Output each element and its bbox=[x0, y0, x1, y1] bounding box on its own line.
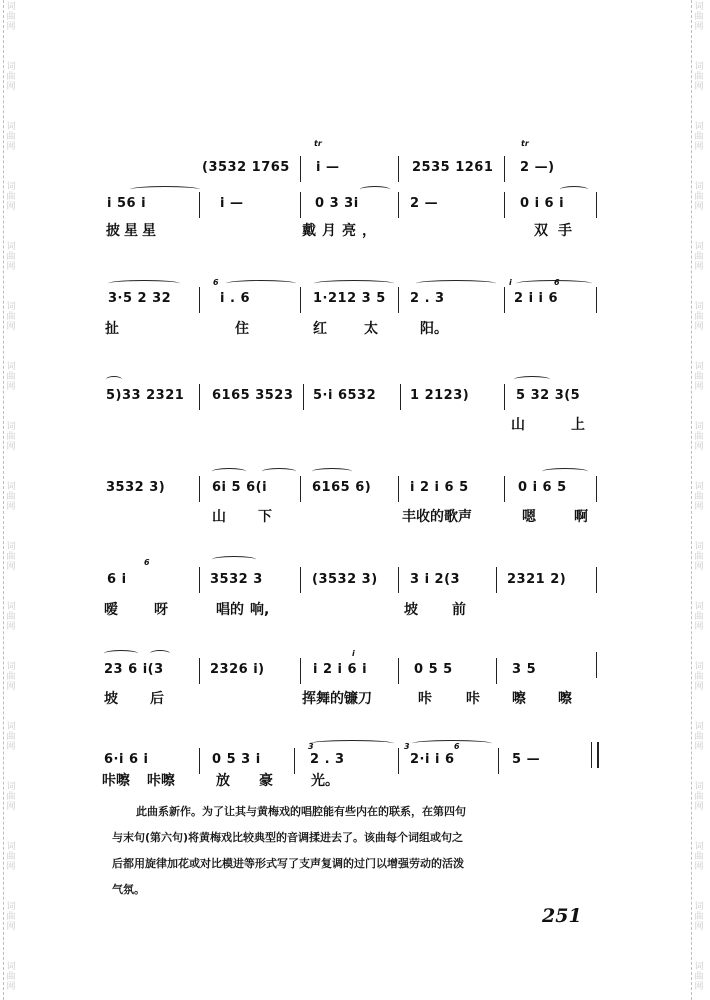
notation-group: 3·5 2 32 bbox=[108, 291, 172, 306]
notation-group: (3532 1765 bbox=[202, 160, 290, 175]
lyric: 嗳 bbox=[104, 602, 118, 618]
watermark: 词 曲 网 bbox=[694, 602, 704, 632]
barline bbox=[300, 476, 301, 502]
barline bbox=[596, 652, 597, 678]
notation-group: 0 5 3 i bbox=[212, 752, 261, 767]
watermark: 词 曲 网 bbox=[694, 62, 704, 92]
notation-group: 6i 5 6(i bbox=[212, 480, 268, 495]
lyric: 坡 bbox=[404, 602, 418, 618]
notation-group: 0 5 5 bbox=[414, 662, 453, 677]
lyric: 披星星 bbox=[106, 223, 160, 239]
barline bbox=[300, 192, 301, 218]
slur bbox=[150, 650, 170, 657]
lyric: 上 bbox=[571, 417, 585, 433]
barline bbox=[199, 287, 200, 313]
barline bbox=[199, 748, 200, 774]
watermark: 词 曲 网 bbox=[6, 122, 16, 152]
barline bbox=[504, 476, 505, 502]
barline bbox=[300, 658, 301, 684]
watermark: 词 曲 网 bbox=[694, 2, 704, 32]
slur bbox=[310, 740, 394, 747]
notation-group: 0 i 6 i bbox=[520, 196, 565, 211]
barline bbox=[300, 156, 301, 182]
lyric: 嚓 bbox=[512, 691, 526, 707]
notation-group: 3 5 bbox=[512, 662, 537, 677]
lyric: 放 bbox=[216, 773, 230, 789]
watermark: 词 曲 网 bbox=[694, 122, 704, 152]
notation-group: 5)33 2321 bbox=[106, 388, 185, 403]
grace-note: 3 bbox=[308, 742, 314, 751]
barline bbox=[596, 476, 597, 502]
slur bbox=[106, 376, 122, 383]
note-line: 气氛。 bbox=[112, 883, 145, 896]
watermark: 词 曲 网 bbox=[6, 302, 16, 332]
lyric: 住 bbox=[235, 321, 249, 337]
barline bbox=[199, 658, 200, 684]
lyric: 唱的 bbox=[216, 602, 244, 618]
lyric: 山 bbox=[212, 509, 226, 525]
watermark: 词 曲 网 bbox=[6, 782, 16, 812]
notation-group: i — bbox=[220, 196, 244, 211]
watermark: 词 曲 网 bbox=[6, 242, 16, 272]
barline bbox=[496, 658, 497, 684]
lyric: 咔 bbox=[466, 691, 480, 707]
page-number: 251 bbox=[542, 905, 582, 927]
notation-group: i 56 i bbox=[107, 196, 147, 211]
lyric: 扯 bbox=[105, 321, 119, 337]
lyric: 挥舞的镰刀 bbox=[302, 691, 372, 707]
notation-group: 2 — bbox=[410, 196, 439, 211]
notation-group: 0 3 3i bbox=[315, 196, 359, 211]
watermark: 词 曲 网 bbox=[6, 722, 16, 752]
trill-mark: tr bbox=[314, 139, 322, 148]
lyric: 咔嚓 bbox=[147, 773, 175, 789]
grace-note: 6 bbox=[144, 558, 150, 567]
barline bbox=[496, 567, 497, 593]
barline bbox=[498, 748, 499, 774]
slur bbox=[412, 740, 492, 747]
watermark: 词 曲 网 bbox=[694, 542, 704, 572]
notation-group: 3532 3) bbox=[106, 480, 166, 495]
slur bbox=[514, 376, 550, 383]
barline bbox=[596, 287, 597, 313]
grace-note: 6 bbox=[213, 278, 219, 287]
lyric: 嗯 bbox=[522, 509, 536, 525]
notation-group: i 2 i 6 5 bbox=[410, 480, 469, 495]
watermark: 词 曲 网 bbox=[6, 662, 16, 692]
slur bbox=[130, 186, 200, 193]
barline bbox=[300, 567, 301, 593]
notation-group: 6165 3523 bbox=[212, 388, 294, 403]
final-barline bbox=[591, 742, 599, 768]
notation-group: 2·i i 6 bbox=[410, 752, 455, 767]
lyric: 嚓 bbox=[558, 691, 572, 707]
lyric: 阳。 bbox=[420, 321, 448, 337]
watermark: 词 曲 网 bbox=[694, 242, 704, 272]
notation-group: 1 2123) bbox=[410, 388, 470, 403]
notation-group: (3532 3) bbox=[312, 572, 378, 587]
barline bbox=[300, 287, 301, 313]
barline bbox=[398, 476, 399, 502]
watermark: 词 曲 网 bbox=[694, 902, 704, 932]
notation-group: 3532 3 bbox=[210, 572, 263, 587]
barline bbox=[398, 192, 399, 218]
slur bbox=[314, 280, 394, 287]
slur bbox=[542, 468, 588, 475]
trill-mark: tr bbox=[521, 139, 529, 148]
watermark: 词 曲 网 bbox=[694, 962, 704, 992]
notation-group: 5 — bbox=[512, 752, 541, 767]
watermark: 词 曲 网 bbox=[694, 422, 704, 452]
barline bbox=[504, 287, 505, 313]
lyric: 豪 bbox=[259, 773, 273, 789]
grace-note: 6 bbox=[554, 278, 560, 287]
watermark: 词 曲 网 bbox=[6, 902, 16, 932]
barline bbox=[199, 192, 200, 218]
watermark: 词 曲 网 bbox=[6, 62, 16, 92]
notation-group: 5·i 6532 bbox=[313, 388, 377, 403]
notation-group: 2326 i) bbox=[210, 662, 265, 677]
notation-group: 1·212 3 5 bbox=[313, 291, 386, 306]
barline bbox=[504, 192, 505, 218]
barline bbox=[303, 384, 304, 410]
lyric: 坡 bbox=[104, 691, 118, 707]
watermark: 词 曲 网 bbox=[6, 602, 16, 632]
lyric: 双手 bbox=[534, 223, 582, 239]
notation-group: 3 i 2(3 bbox=[410, 572, 461, 587]
barline bbox=[398, 748, 399, 774]
watermark: 词 曲 网 bbox=[694, 362, 704, 392]
notation-group: 6165 6) bbox=[312, 480, 372, 495]
watermark: 词 曲 网 bbox=[6, 482, 16, 512]
notation-group: 23 6 i(3 bbox=[104, 662, 164, 677]
lyric: 红 bbox=[313, 321, 327, 337]
watermark: 词 曲 网 bbox=[694, 662, 704, 692]
barline bbox=[398, 156, 399, 182]
notation-group: i . 6 bbox=[220, 291, 250, 306]
watermark: 词 曲 网 bbox=[694, 182, 704, 212]
slur bbox=[212, 468, 246, 475]
notation-group: 2 . 3 bbox=[310, 752, 345, 767]
lyric: 丰收的歌声 bbox=[402, 509, 472, 525]
barline bbox=[199, 567, 200, 593]
barline bbox=[596, 192, 597, 218]
watermark: 词 曲 网 bbox=[6, 422, 16, 452]
grace-note: i bbox=[352, 649, 355, 658]
watermark: 词 曲 网 bbox=[694, 302, 704, 332]
lyric: 咔 bbox=[418, 691, 432, 707]
notation-group: 2535 1261 bbox=[412, 160, 494, 175]
watermark: 词 曲 网 bbox=[6, 542, 16, 572]
barline bbox=[504, 156, 505, 182]
notation-group: 6 i bbox=[107, 572, 127, 587]
watermark: 词 曲 网 bbox=[6, 962, 16, 992]
watermark: 词 曲 网 bbox=[6, 362, 16, 392]
grace-note: 6 bbox=[454, 742, 460, 751]
notation-group: 6·i 6 i bbox=[104, 752, 149, 767]
notation-group: i — bbox=[316, 160, 340, 175]
notation-group: 2 . 3 bbox=[410, 291, 445, 306]
notation-group: 2 i i 6 bbox=[514, 291, 559, 306]
barline bbox=[398, 287, 399, 313]
barline bbox=[199, 384, 200, 410]
slur bbox=[360, 186, 390, 193]
slur bbox=[560, 186, 588, 193]
lyric: 山 bbox=[511, 417, 525, 433]
notation-group: i 2 i 6 i bbox=[313, 662, 368, 677]
slur bbox=[108, 280, 180, 287]
barline bbox=[199, 476, 200, 502]
lyric: 戴月亮， bbox=[302, 223, 382, 239]
barline bbox=[398, 658, 399, 684]
slur bbox=[262, 468, 296, 475]
notation-group: 5 32 3(5 bbox=[516, 388, 581, 403]
lyric: 前 bbox=[452, 602, 466, 618]
grace-note: 3 bbox=[404, 742, 410, 751]
watermark: 词 曲 网 bbox=[6, 842, 16, 872]
slur bbox=[104, 650, 138, 657]
watermark: 词 曲 网 bbox=[6, 2, 16, 32]
lyric: 响, bbox=[250, 602, 270, 618]
barline bbox=[596, 567, 597, 593]
note-line: 此曲系新作。为了让其与黄梅戏的唱腔能有些内在的联系，在第四句 bbox=[136, 805, 466, 818]
watermark: 词 曲 网 bbox=[694, 842, 704, 872]
watermark: 词 曲 网 bbox=[694, 782, 704, 812]
note-line: 与末句(第六句)将黄梅戏比较典型的音调揉进去了。该曲每个词组或句之 bbox=[112, 831, 464, 844]
lyric: 下 bbox=[258, 509, 272, 525]
watermark: 词 曲 网 bbox=[6, 182, 16, 212]
grace-note: i bbox=[509, 278, 512, 287]
slur bbox=[312, 468, 352, 475]
lyric: 光。 bbox=[311, 773, 339, 789]
lyric: 啊 bbox=[574, 509, 588, 525]
barline bbox=[294, 748, 295, 774]
slur bbox=[226, 280, 296, 287]
barline bbox=[504, 384, 505, 410]
watermark: 词 曲 网 bbox=[694, 722, 704, 752]
notation-group: 2 —) bbox=[520, 160, 555, 175]
lyric: 呀 bbox=[154, 602, 168, 618]
barline bbox=[400, 384, 401, 410]
slur bbox=[212, 556, 256, 563]
note-line: 后都用旋律加花或对比模进等形式写了支声复调的过门以增强劳动的活泼 bbox=[112, 857, 464, 870]
lyric: 太 bbox=[364, 321, 378, 337]
lyric: 咔嚓 bbox=[102, 773, 130, 789]
notation-group: 2321 2) bbox=[507, 572, 567, 587]
slur bbox=[416, 280, 496, 287]
barline bbox=[398, 567, 399, 593]
notation-group: 0 i 6 5 bbox=[518, 480, 567, 495]
watermark: 词 曲 网 bbox=[694, 482, 704, 512]
lyric: 后 bbox=[150, 691, 164, 707]
